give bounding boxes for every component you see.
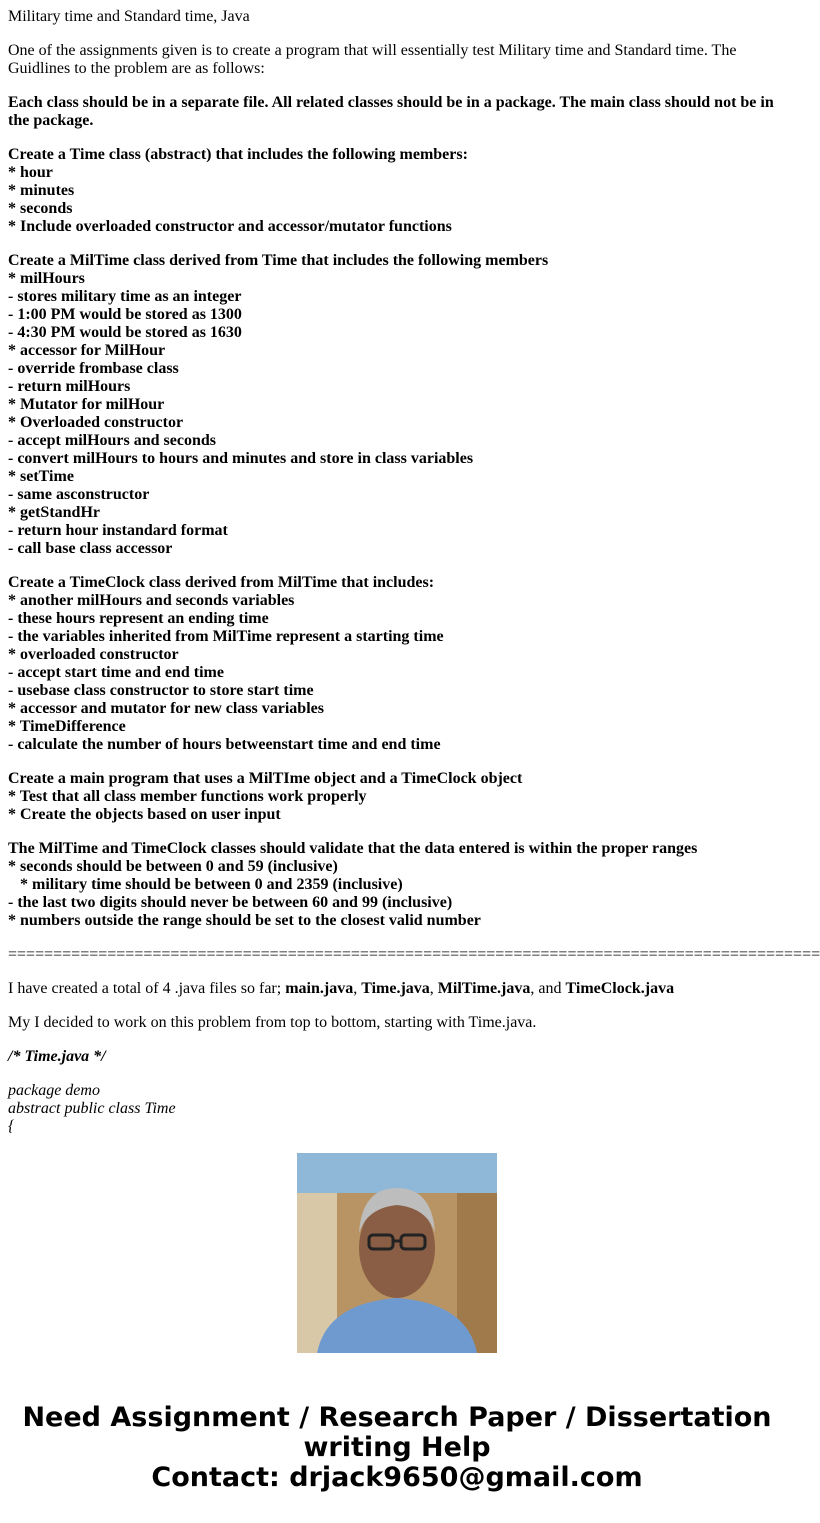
comma: , xyxy=(353,980,362,997)
guideline-line: * seconds should be between 0 and 59 (inclusive) xyxy=(8,858,338,875)
separator: ========================================================================================== xyxy=(8,946,820,963)
comma-and: , and xyxy=(530,980,566,997)
question-title: Military time and Standard time, Java xyxy=(8,8,250,25)
guideline-line: * numbers outside the range should be set to the closest valid number xyxy=(8,912,481,929)
guideline-line: - 4:30 PM would be stored as 1630 xyxy=(8,324,242,341)
files-paragraph xyxy=(8,980,794,998)
guideline-line: * accessor and mutator for new class variables xyxy=(8,700,324,717)
guideline-line: * Mutator for milHour xyxy=(8,396,165,413)
guideline-line: * seconds xyxy=(8,200,73,217)
code-block xyxy=(8,1082,794,1136)
approach-paragraph: My I decided to work on this problem from top to bottom, starting with Time.java. xyxy=(8,1014,537,1031)
guideline-line: * setTime xyxy=(8,468,74,485)
guideline-line: - call base class accessor xyxy=(8,540,173,557)
guideline-line: - the last two digits should never be between 60 and 99 (inclusive) xyxy=(8,894,453,911)
code-header xyxy=(8,1048,794,1066)
guideline-line: Each class should be in a separate file. All related classes should be in a package. The main class should not be in the package. xyxy=(8,94,774,129)
guideline-line: Create a Time class (abstract) that includes the following members: xyxy=(8,146,468,163)
guideline-line: * Test that all class member functions work properly xyxy=(8,788,367,805)
guideline-line: * overloaded constructor xyxy=(8,646,179,663)
guideline-paragraph xyxy=(8,574,794,754)
guideline-line: - override frombase class xyxy=(8,360,179,377)
author-avatar xyxy=(297,1153,497,1353)
guideline-line: - calculate the number of hours betweenstart time and end time xyxy=(8,736,441,753)
guideline-line: - convert milHours to hours and minutes and store in class variables xyxy=(8,450,474,467)
comma: , xyxy=(429,980,438,997)
guideline-line: - these hours represent an ending time xyxy=(8,610,269,627)
guideline-line: * milHours xyxy=(8,270,85,287)
guideline-line: - return hour instandard format xyxy=(8,522,228,539)
guideline-line: * Create the objects based on user input xyxy=(8,806,281,823)
promo-line: Need Assignment / Research Paper / Dissertation xyxy=(22,1402,772,1433)
code-line: package demo xyxy=(8,1082,100,1099)
guideline-paragraph xyxy=(8,94,794,130)
guideline-line: - stores military time as an integer xyxy=(8,288,242,305)
guideline-line: - 1:00 PM would be stored as 1300 xyxy=(8,306,242,323)
question-content xyxy=(8,8,820,1135)
guideline-paragraph xyxy=(8,252,794,558)
guideline-line: - usebase class constructor to store start time xyxy=(8,682,314,699)
guideline-line: - the variables inherited from MilTime represent a starting time xyxy=(8,628,444,645)
file-timeclock: TimeClock.java xyxy=(565,980,675,997)
guideline-paragraph xyxy=(8,840,794,930)
guideline-line: * hour xyxy=(8,164,53,181)
guideline-line: * getStandHr xyxy=(8,504,100,521)
intro-paragraph: One of the assignments given is to create a program that will essentially test Military time and Standard time. The Guidlines to the problem are as follows: xyxy=(8,42,737,77)
guideline-line: * minutes xyxy=(8,182,75,199)
guideline-line: - accept milHours and seconds xyxy=(8,432,216,449)
guidelines xyxy=(8,94,794,930)
guideline-line: Create a TimeClock class derived from MilTime that includes: xyxy=(8,574,435,591)
guideline-line: * Include overloaded constructor and accessor/mutator functions xyxy=(8,218,452,235)
file-miltime: MilTime.java xyxy=(437,980,531,997)
guideline-line: - return milHours xyxy=(8,378,131,395)
guideline-line: Create a main program that uses a MilTIme object and a TimeClock object xyxy=(8,770,523,787)
guideline-line: * Overloaded constructor xyxy=(8,414,184,431)
guideline-line: The MilTime and TimeClock classes should validate that the data entered is within the proper ranges xyxy=(8,840,698,857)
contact-line: Contact: drjack9650@gmail.com xyxy=(151,1462,643,1493)
guideline-line: - accept start time and end time xyxy=(8,664,224,681)
guideline-line: * another milHours and seconds variables xyxy=(8,592,295,609)
guideline-line: - same asconstructor xyxy=(8,486,150,503)
file-time: Time.java xyxy=(361,980,430,997)
guideline-line: * accessor for MilHour xyxy=(8,342,166,359)
guideline-line: Create a MilTime class derived from Time that includes the following members xyxy=(8,252,549,269)
promo-line: writing Help xyxy=(303,1432,491,1463)
guideline-line: * TimeDifference xyxy=(8,718,126,735)
guideline-line: * military time should be between 0 and 2359 (inclusive) xyxy=(8,876,403,893)
guideline-paragraph xyxy=(8,146,794,236)
file-main: main.java xyxy=(285,980,354,997)
code-line: abstract public class Time xyxy=(8,1100,176,1117)
code-line: { xyxy=(8,1118,15,1135)
code-header-text: /* Time.java */ xyxy=(8,1048,106,1065)
promo-footer xyxy=(0,1403,794,1493)
guideline-paragraph xyxy=(8,770,794,824)
files-text: I have created a total of 4 .java files so far; xyxy=(8,980,286,997)
